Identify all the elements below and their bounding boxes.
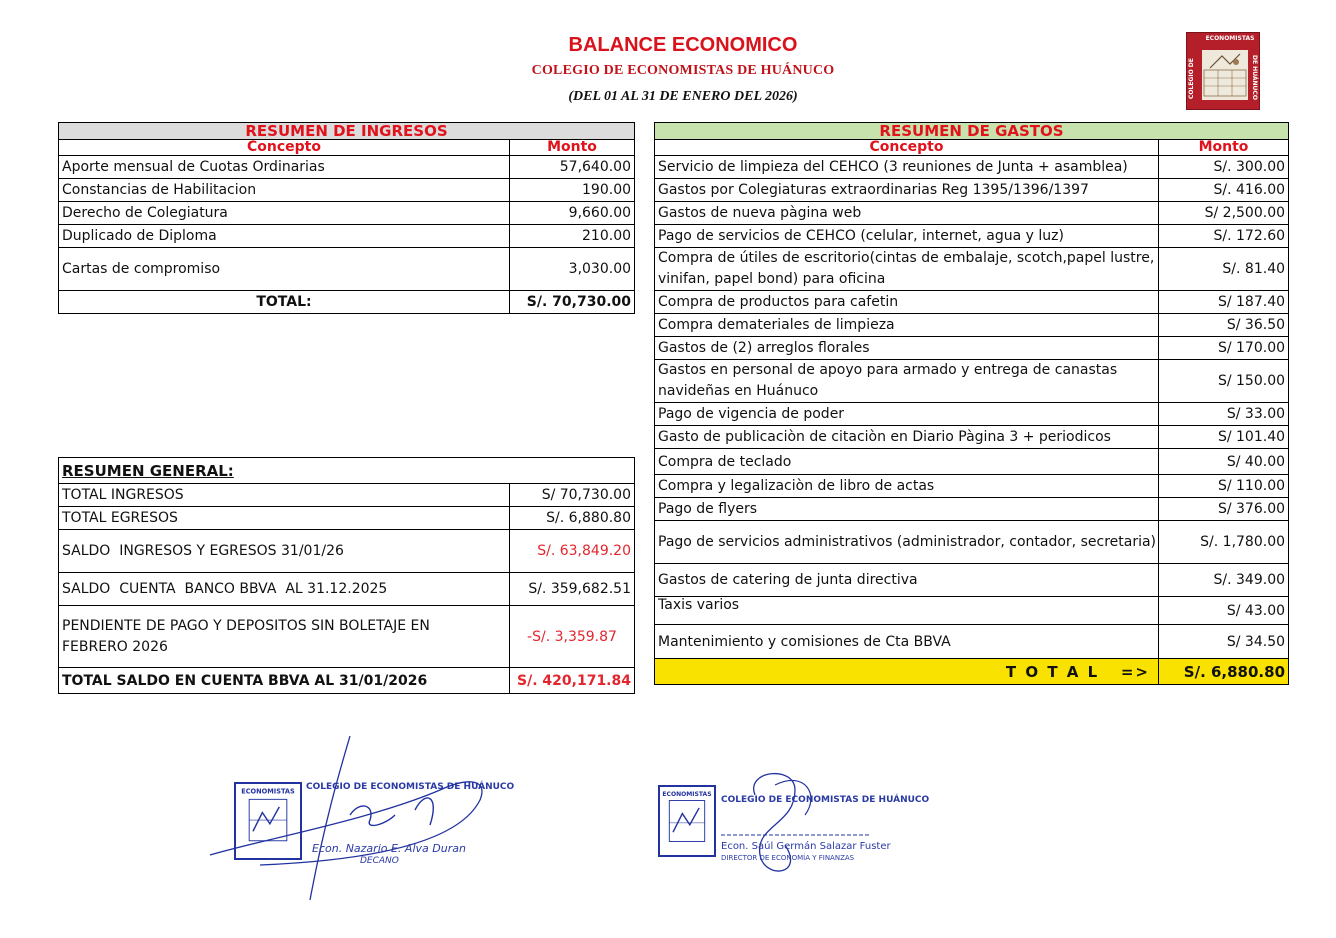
general-total-value: S/. 420,171.84 bbox=[510, 668, 635, 694]
gasto-concepto: Taxis varios bbox=[655, 597, 1159, 625]
ingresos-title: RESUMEN DE INGRESOS bbox=[59, 123, 635, 140]
ingreso-monto: 9,660.00 bbox=[510, 202, 635, 225]
gasto-monto: S/ 33.00 bbox=[1159, 403, 1289, 426]
gasto-concepto: Gastos de nueva pàgina web bbox=[655, 202, 1159, 225]
general-label: SALDO CUENTA BANCO BBVA AL 31.12.2025 bbox=[59, 573, 510, 606]
general-value: S/. 359,682.51 bbox=[510, 573, 635, 606]
gasto-monto: S/ 40.00 bbox=[1159, 449, 1289, 475]
ingresos-table bbox=[58, 122, 635, 314]
table-row bbox=[655, 360, 1289, 403]
table-row bbox=[655, 248, 1289, 291]
gasto-monto: S/ 110.00 bbox=[1159, 475, 1289, 498]
table-row bbox=[655, 291, 1289, 314]
ingresos-total-row bbox=[59, 291, 635, 314]
signatory-role: DECANO bbox=[360, 856, 399, 866]
svg-text:ECONOMISTAS: ECONOMISTAS bbox=[662, 790, 712, 798]
gasto-concepto: Pago de vigencia de poder bbox=[655, 403, 1159, 426]
table-row bbox=[59, 573, 635, 606]
handwritten-signature-icon bbox=[655, 765, 915, 885]
general-value: -S/. 3,359.87 bbox=[510, 606, 635, 668]
logo-top-text: ECONOMISTAS bbox=[1205, 35, 1255, 42]
gasto-concepto: Compra de productos para cafetin bbox=[655, 291, 1159, 314]
gastos-title: RESUMEN DE GASTOS bbox=[655, 123, 1289, 140]
table-row bbox=[59, 225, 635, 248]
resumen-general-title: RESUMEN GENERAL: bbox=[59, 458, 635, 484]
table-row bbox=[655, 625, 1289, 659]
ingreso-concepto: Constancias de Habilitacion bbox=[59, 179, 510, 202]
table-row bbox=[655, 403, 1289, 426]
document-period: (DEL 01 AL 31 DE ENERO DEL 2026) bbox=[568, 89, 798, 104]
gasto-concepto: Gasto de publicaciòn de citaciòn en Diario Pàgina 3 + periodicos bbox=[655, 426, 1159, 449]
table-row bbox=[59, 156, 635, 179]
gasto-concepto: Pago de servicios de CEHCO (celular, internet, agua y luz) bbox=[655, 225, 1159, 248]
signatory-role: DIRECTOR DE ECONOMÍA Y FINANZAS bbox=[721, 854, 855, 862]
general-label: TOTAL INGRESOS bbox=[59, 484, 510, 507]
general-label: TOTAL EGRESOS bbox=[59, 507, 510, 530]
signatory-name: Econ. Nazario E. Alva Duran bbox=[312, 842, 466, 855]
table-row bbox=[655, 156, 1289, 179]
general-total-row bbox=[59, 668, 635, 694]
ingreso-monto: 3,030.00 bbox=[510, 248, 635, 291]
gasto-monto: S/ 34.50 bbox=[1159, 625, 1289, 659]
gasto-monto: S/ 170.00 bbox=[1159, 337, 1289, 360]
table-row bbox=[655, 475, 1289, 498]
gastos-col-monto: Monto bbox=[1159, 140, 1289, 156]
ingreso-concepto: Derecho de Colegiatura bbox=[59, 202, 510, 225]
gasto-monto: S/ 36.50 bbox=[1159, 314, 1289, 337]
gastos-total-label: T O T A L => bbox=[655, 659, 1159, 685]
gasto-concepto: Compra de teclado bbox=[655, 449, 1159, 475]
table-row bbox=[59, 530, 635, 573]
table-row bbox=[655, 202, 1289, 225]
gastos-total-value: S/. 6,880.80 bbox=[1159, 659, 1289, 685]
resumen-general-table bbox=[58, 457, 635, 694]
ingreso-monto: 210.00 bbox=[510, 225, 635, 248]
gasto-concepto: Pago de flyers bbox=[655, 498, 1159, 521]
gasto-monto: S/ 2,500.00 bbox=[1159, 202, 1289, 225]
gasto-monto: S/. 1,780.00 bbox=[1159, 521, 1289, 564]
table-row bbox=[59, 507, 635, 530]
table-row bbox=[59, 179, 635, 202]
general-label: PENDIENTE DE PAGO Y DEPOSITOS SIN BOLETAJE EN FEBRERO 2026 bbox=[59, 606, 510, 668]
gasto-monto: S/. 416.00 bbox=[1159, 179, 1289, 202]
signatory-name: Econ. Saúl Germán Salazar Fuster bbox=[721, 841, 891, 852]
signature-block-dean bbox=[200, 730, 520, 910]
gasto-monto: S/ 187.40 bbox=[1159, 291, 1289, 314]
ingresos-col-concepto: Concepto bbox=[59, 140, 510, 156]
table-row bbox=[59, 606, 635, 668]
ingreso-monto: 57,640.00 bbox=[510, 156, 635, 179]
general-value: S/. 6,880.80 bbox=[510, 507, 635, 530]
college-logo bbox=[1186, 32, 1260, 110]
gastos-col-concepto: Concepto bbox=[655, 140, 1159, 156]
table-row bbox=[655, 179, 1289, 202]
gastos-total-row bbox=[655, 659, 1289, 685]
table-row bbox=[655, 225, 1289, 248]
table-row bbox=[59, 202, 635, 225]
document-title: BALANCE ECONOMICO bbox=[568, 34, 798, 56]
logo-left-text: COLEGIO DE bbox=[1188, 58, 1195, 100]
gasto-concepto: Compra y legalizaciòn de libro de actas bbox=[655, 475, 1159, 498]
gasto-concepto: Compra demateriales de limpieza bbox=[655, 314, 1159, 337]
gasto-monto: S/ 376.00 bbox=[1159, 498, 1289, 521]
table-row bbox=[655, 337, 1289, 360]
gasto-concepto: Gastos en personal de apoyo para armado y entrega de canastas navideñas en Huánuco bbox=[655, 360, 1159, 403]
gasto-concepto: Gastos de catering de junta directiva bbox=[655, 564, 1159, 597]
table-row bbox=[655, 498, 1289, 521]
general-total-label: TOTAL SALDO EN CUENTA BBVA AL 31/01/2026 bbox=[59, 668, 510, 694]
stamp-org-text: COLEGIO DE ECONOMISTAS DE HUÁNUCO bbox=[721, 795, 930, 805]
gastos-table bbox=[654, 122, 1289, 685]
gasto-monto: S/. 349.00 bbox=[1159, 564, 1289, 597]
svg-text:ECONOMISTAS: ECONOMISTAS bbox=[241, 787, 295, 796]
ingresos-total-value: S/. 70,730.00 bbox=[510, 291, 635, 314]
general-value: S/. 63,849.20 bbox=[510, 530, 635, 573]
ingreso-monto: 190.00 bbox=[510, 179, 635, 202]
gasto-monto: S/ 101.40 bbox=[1159, 426, 1289, 449]
table-row bbox=[655, 449, 1289, 475]
table-row bbox=[655, 314, 1289, 337]
table-row bbox=[655, 521, 1289, 564]
table-row bbox=[655, 564, 1289, 597]
gasto-monto: S/ 150.00 bbox=[1159, 360, 1289, 403]
table-row bbox=[59, 248, 635, 291]
gasto-concepto: Compra de útiles de escritorio(cintas de embalaje, scotch,papel lustre, vinifan, papel bond) para oficina bbox=[655, 248, 1159, 291]
table-row bbox=[655, 597, 1289, 625]
document-subtitle: COLEGIO DE ECONOMISTAS DE HUÁNUCO bbox=[531, 63, 835, 78]
ingresos-total-label: TOTAL: bbox=[59, 291, 510, 314]
stamp-org-text: COLEGIO DE ECONOMISTAS DE HUÁNUCO bbox=[306, 782, 515, 792]
gasto-concepto: Gastos por Colegiaturas extraordinarias Reg 1395/1396/1397 bbox=[655, 179, 1159, 202]
ingreso-concepto: Duplicado de Diploma bbox=[59, 225, 510, 248]
signature-block-finance bbox=[655, 765, 930, 885]
gasto-monto: S/. 81.40 bbox=[1159, 248, 1289, 291]
ingreso-concepto: Aporte mensual de Cuotas Ordinarias bbox=[59, 156, 510, 179]
gasto-concepto: Pago de servicios administrativos (administrador, contador, secretaria) bbox=[655, 521, 1159, 564]
gasto-concepto: Gastos de (2) arreglos florales bbox=[655, 337, 1159, 360]
table-row bbox=[59, 484, 635, 507]
gasto-monto: S/. 300.00 bbox=[1159, 156, 1289, 179]
gasto-concepto: Servicio de limpieza del CEHCO (3 reuniones de Junta + asamblea) bbox=[655, 156, 1159, 179]
logo-right-text: DE HUÁNUCO bbox=[1251, 54, 1258, 100]
logo-emblem-icon bbox=[1202, 50, 1248, 100]
gasto-concepto: Mantenimiento y comisiones de Cta BBVA bbox=[655, 625, 1159, 659]
handwritten-signature-icon bbox=[200, 730, 520, 910]
general-label: SALDO INGRESOS Y EGRESOS 31/01/26 bbox=[59, 530, 510, 573]
gasto-monto: S/. 172.60 bbox=[1159, 225, 1289, 248]
general-value: S/ 70,730.00 bbox=[510, 484, 635, 507]
ingreso-concepto: Cartas de compromiso bbox=[59, 248, 510, 291]
ingresos-col-monto: Monto bbox=[510, 140, 635, 156]
gasto-monto: S/ 43.00 bbox=[1159, 597, 1289, 625]
table-row bbox=[655, 426, 1289, 449]
